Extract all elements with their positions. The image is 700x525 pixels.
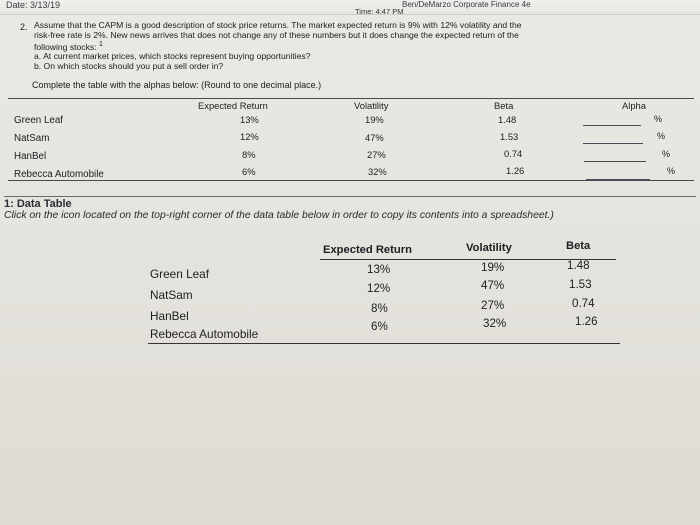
row-name: HanBel xyxy=(14,151,47,162)
dt-col-header-beta: Beta xyxy=(566,240,591,252)
header-date: Date: 3/13/19 xyxy=(6,0,61,10)
cell-expected-return: 8% xyxy=(242,149,256,160)
data-table-instruction: Click on the icon located on the top-right corner of the data table below in order to copy its contents into a spreadsheet.) xyxy=(4,210,554,221)
dt-cell-beta: 1.26 xyxy=(575,315,598,328)
question-text xyxy=(34,20,664,52)
dt-row-name: HanBel xyxy=(150,309,189,323)
dt-cell-expected-return: 6% xyxy=(371,320,388,333)
footnote-link[interactable]: 1 xyxy=(98,41,103,48)
dt-cell-beta: 1.48 xyxy=(567,259,590,272)
question-line: risk-free rate is 2%. New news arrives that does not change any of these numbers but it does change the expected return of the xyxy=(34,30,519,40)
dt-row-name: NatSam xyxy=(150,288,193,302)
table-rule xyxy=(8,180,694,181)
dt-col-header-expected-return: Expected Return xyxy=(323,244,412,256)
cell-volatility: 19% xyxy=(365,114,384,125)
col-header-expected-return: Expected Return xyxy=(198,100,268,111)
cell-beta: 1.53 xyxy=(500,131,519,142)
row-name: NatSam xyxy=(14,133,50,144)
alpha-unit: % xyxy=(657,131,666,141)
cell-beta: 0.74 xyxy=(504,148,523,159)
alpha-input-hanbel[interactable] xyxy=(584,150,646,162)
alpha-unit: % xyxy=(654,114,663,124)
cell-beta: 1.48 xyxy=(498,114,517,125)
question-number: 2. xyxy=(20,22,28,32)
col-header-volatility: Volatility xyxy=(354,100,389,111)
row-name: Green Leaf xyxy=(14,115,64,126)
cell-expected-return: 6% xyxy=(242,166,256,177)
question-line-text: following stocks: xyxy=(34,41,97,52)
dt-cell-beta: 0.74 xyxy=(572,297,595,310)
cell-expected-return: 12% xyxy=(240,131,259,142)
dt-cell-volatility: 27% xyxy=(481,299,505,312)
question-line: Assume that the CAPM is a good description of stock price returns. The market expected return is 9% with 12% volatility and the xyxy=(34,20,522,30)
section-divider xyxy=(4,196,696,197)
table-rule xyxy=(8,98,694,99)
part-a: a. At current market prices, which stocks represent buying opportunities? xyxy=(34,51,311,61)
part-b: b. On which stocks should you put a sell order in? xyxy=(34,61,224,71)
cell-volatility: 27% xyxy=(367,149,386,160)
dt-cell-volatility: 47% xyxy=(481,279,505,292)
dt-cell-expected-return: 12% xyxy=(367,282,391,295)
dt-cell-expected-return: 13% xyxy=(367,263,391,276)
dt-row-name: Green Leaf xyxy=(150,267,210,281)
header-time: Time: 4:47 PM xyxy=(355,7,404,16)
dt-row-name: Rebecca Automobile xyxy=(150,327,259,341)
dt-cell-expected-return: 8% xyxy=(371,302,388,315)
dt-cell-volatility: 32% xyxy=(483,317,507,330)
table-instruction: Complete the table with the alphas below: (Round to one decimal place.) xyxy=(32,80,322,90)
dt-cell-beta: 1.53 xyxy=(569,278,592,291)
dt-col-header-volatility: Volatility xyxy=(466,242,512,254)
data-table-title: 1: Data Table xyxy=(4,198,72,210)
alpha-input-green-leaf[interactable] xyxy=(583,114,641,126)
col-header-beta: Beta xyxy=(494,100,514,111)
alpha-input-natsam[interactable] xyxy=(583,132,643,144)
alpha-unit: % xyxy=(667,166,676,176)
cell-volatility: 47% xyxy=(365,132,384,143)
header-strip xyxy=(0,0,700,15)
cell-beta: 1.26 xyxy=(506,165,525,176)
col-header-alpha: Alpha xyxy=(622,100,646,111)
header-course: Ben/DeMarzo Corporate Finance 4e xyxy=(402,0,531,9)
data-table-bottom-rule xyxy=(148,343,620,344)
cell-volatility: 32% xyxy=(368,166,387,177)
dt-cell-volatility: 19% xyxy=(481,261,505,274)
cell-expected-return: 13% xyxy=(240,114,259,125)
row-name: Rebecca Automobile xyxy=(14,169,104,180)
alpha-input-rebecca-automobile[interactable] xyxy=(586,168,650,180)
alpha-unit: % xyxy=(662,149,671,159)
